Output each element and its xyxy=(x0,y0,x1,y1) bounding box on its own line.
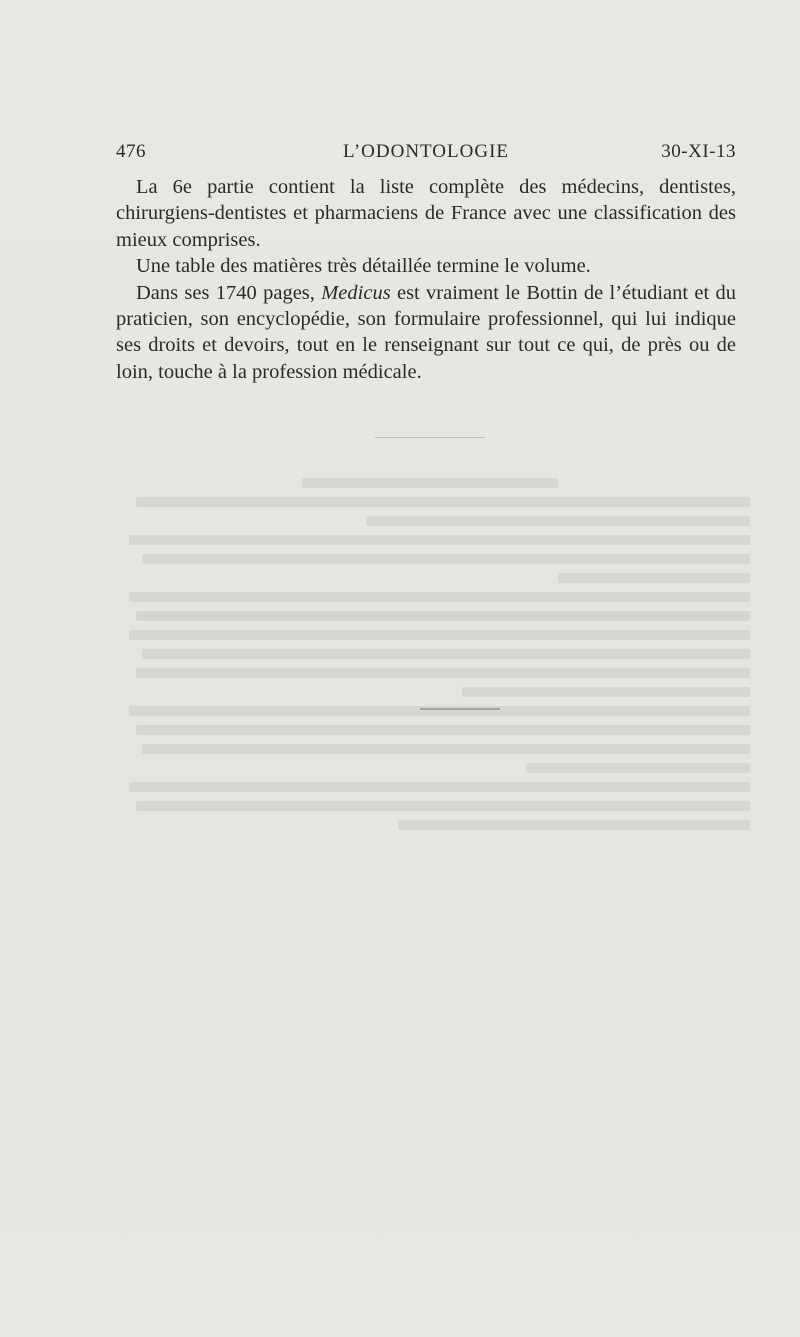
page-number: 476 xyxy=(116,141,146,162)
header-date: 30-XI-13 xyxy=(661,141,736,162)
paragraph-sixth-part: La 6e partie contient la liste complète des médecins, dentistes, chirurgiens-dentistes et pharmaciens de France avec une classification des mieux comprises. xyxy=(116,176,736,251)
book-title-medicus: Medicus xyxy=(321,281,391,304)
running-header xyxy=(116,141,736,167)
ink-mark xyxy=(420,708,500,710)
body-text xyxy=(116,174,736,385)
paragraph-medicus-start: Dans ses 1740 pages, xyxy=(136,281,322,304)
running-title: L’ODONTOLOGIE xyxy=(342,141,510,162)
section-divider xyxy=(375,437,485,438)
paragraph-medicus xyxy=(116,280,736,386)
bleed-through-texture xyxy=(110,470,750,1030)
paragraph-table-of-contents: Une table des matières très détaillée termine le volume. xyxy=(136,255,591,278)
paragraph-medicus-end: est vraiment le Bottin de l’étudiant et du praticien, son encyclopédie, son formulaire professionnel, qui lui indique ses droits et devoirs, tout en le renseignant sur tout ce qui, de près ou de loin, touche à la profession médicale. xyxy=(116,281,736,383)
